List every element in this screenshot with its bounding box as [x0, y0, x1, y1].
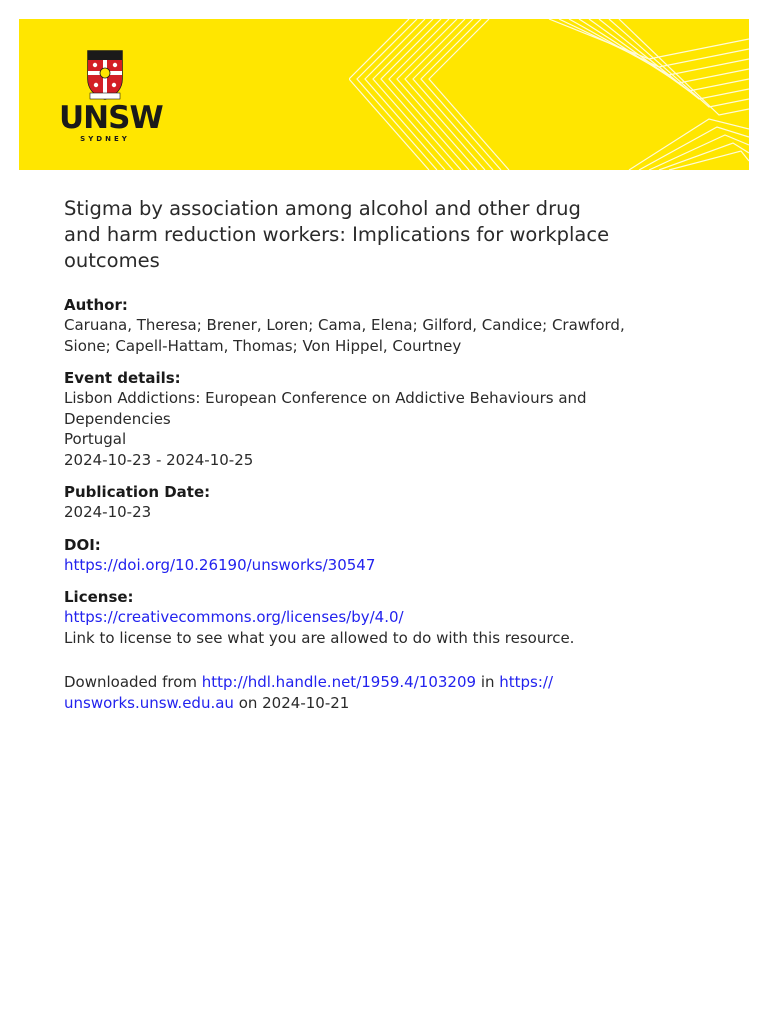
author-value — [64, 315, 684, 356]
title-line: Stigma by association among alcohol and other drug — [64, 197, 581, 220]
unsworks-link[interactable]: https:// — [499, 673, 554, 691]
event-name-line: Dependencies — [64, 409, 171, 428]
event-value — [64, 388, 684, 470]
event-dates: 2024-10-23 - 2024-10-25 — [64, 450, 254, 469]
publication-date-section — [64, 482, 684, 523]
downloaded-from — [64, 672, 684, 713]
author-section — [64, 295, 684, 356]
event-section — [64, 368, 684, 470]
title-line: outcomes — [64, 249, 160, 272]
doi-section — [64, 535, 684, 576]
downloaded-middle: in — [476, 673, 500, 691]
downloaded-prefix: Downloaded from — [64, 673, 202, 691]
doi-link[interactable]: https://doi.org/10.26190/unsworks/30547 — [64, 555, 376, 574]
logo-subtitle: SYDNEY — [80, 135, 130, 143]
header-banner — [19, 19, 749, 170]
banner-pattern — [349, 19, 749, 170]
doi-label: DOI: — [64, 535, 101, 554]
downloaded-suffix: on 2024-10-21 — [233, 693, 350, 712]
license-section — [64, 587, 684, 648]
author-line: Sione; Capell-Hattam, Thomas; Von Hippel, Courtney — [64, 336, 462, 355]
author-label: Author: — [64, 296, 128, 314]
license-note: Link to license to see what you are allowed to do with this resource. — [64, 628, 575, 647]
title-line: and harm reduction workers: Implications for workplace — [64, 223, 610, 246]
handle-link[interactable]: http://hdl.handle.net/1959.4/103209 — [201, 673, 477, 691]
license-label: License: — [64, 588, 134, 606]
document-title — [64, 196, 684, 274]
publication-date-label: Publication Date: — [64, 483, 211, 501]
event-label: Event details: — [64, 369, 181, 387]
record-details — [64, 196, 684, 713]
unsworks-link-continued[interactable]: unsworks.unsw.edu.au — [64, 693, 234, 712]
logo-wordmark: UNSW — [59, 100, 163, 136]
license-link[interactable]: https://creativecommons.org/licenses/by/4.0/ — [64, 608, 404, 626]
publication-date-value: 2024-10-23 — [64, 503, 152, 521]
crest-icon — [86, 49, 124, 101]
event-name-line: Lisbon Addictions: European Conference on Addictive Behaviours and — [64, 389, 587, 407]
unsw-logo — [59, 49, 163, 143]
event-country: Portugal — [64, 430, 127, 448]
author-line: Caruana, Theresa; Brener, Loren; Cama, Elena; Gilford, Candice; Crawford, — [64, 316, 625, 334]
